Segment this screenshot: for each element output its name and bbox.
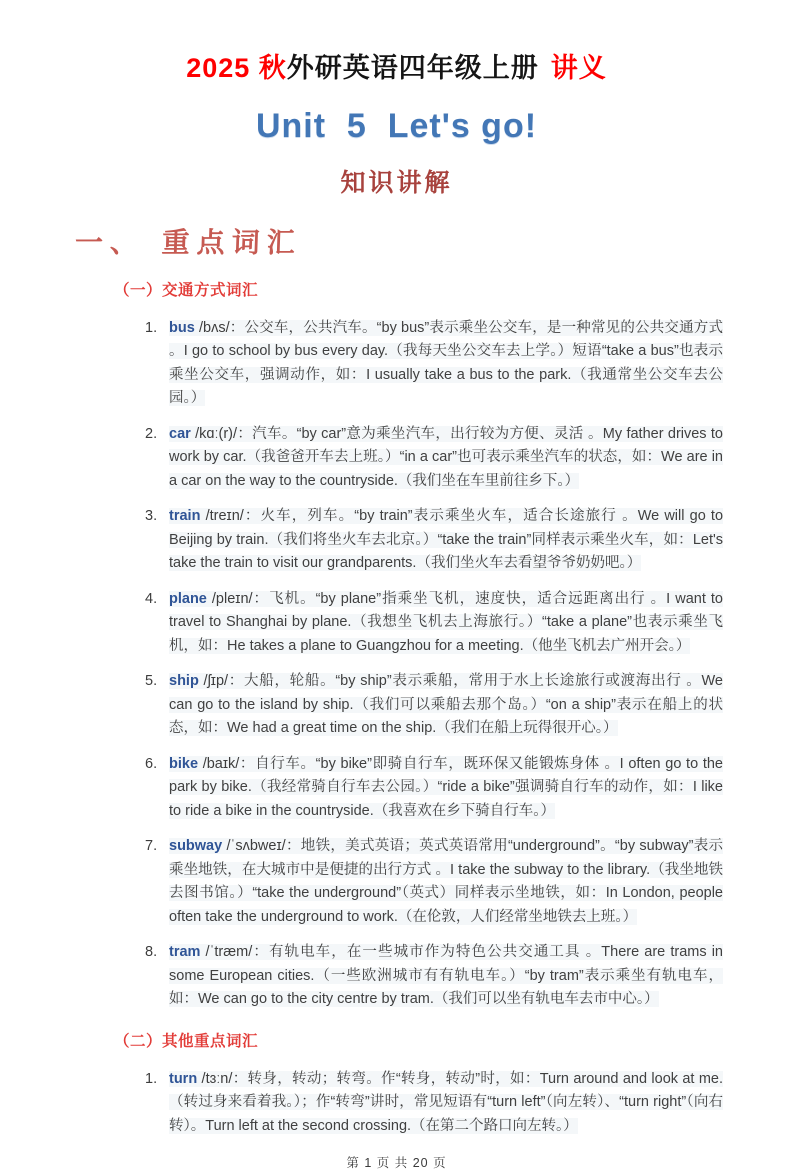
vocab-item-turn bbox=[145, 1068, 723, 1138]
vocab-phonetic: /ʃɪp/： bbox=[198, 673, 245, 690]
vocab-explanation: 地铁，美式英语；英式英语常用“underground”。“by subway”表示乘坐地铁，在大城市中是便捷的出行方式 。I take the subway to the library.（我坐地铁去图书馆。）“take the underground”（英式）同样表示坐地铁，如：In London, people often take the underground to work.（在伦敦，人们经常坐地铁去上班。） bbox=[169, 838, 723, 925]
item-number: 6. bbox=[145, 755, 158, 772]
item-number: 1. bbox=[145, 320, 158, 336]
section-heading-vocab: 一、 重点词汇 bbox=[74, 226, 303, 259]
vocab-word: plane bbox=[169, 590, 207, 607]
title-red-suffix: 讲义 bbox=[550, 53, 607, 83]
vocab-phonetic: /tɜːn/： bbox=[197, 1070, 248, 1087]
item-number: 4. bbox=[145, 590, 158, 607]
item-number: 2. bbox=[145, 425, 158, 442]
vocab-item-car bbox=[145, 423, 723, 493]
document-title bbox=[0, 46, 793, 85]
item-number: 5. bbox=[145, 673, 158, 690]
vocab-phonetic: /ˈsʌbweɪ/： bbox=[222, 838, 301, 855]
vocab-phonetic: /ˈtræm/： bbox=[200, 944, 269, 961]
vocab-phonetic: /kɑː(r)/： bbox=[190, 425, 253, 442]
vocab-item-plane bbox=[145, 588, 723, 658]
page-footer: 第 1 页 共 20 页 bbox=[346, 1156, 447, 1171]
vocab-explanation: 公交车，公共汽车。“by bus”表示乘坐公交车，是一种常见的公共交通方式 。I go to school by bus every day.（我每天坐公交车去上学。）短语“take a bus”也表示乘坐公交车，强调动作，如：I usually take a bus to the park.（我通常坐公交车去公园。） bbox=[169, 320, 723, 407]
title-red-prefix: 2025 秋 bbox=[186, 53, 287, 83]
vocab-explanation: 自行车。“by bike”即骑自行车，既环保又能锻炼身体 。I often go to the park by bike.（我经常骑自行车去公园。）“ride a bike”强调骑自行车的动作，如：I like to ride a bike in the countryside.（我喜欢在乡下骑自行车。） bbox=[169, 755, 723, 819]
unit-title: Unit 5 Let's go! bbox=[255, 107, 538, 145]
vocab-word: train bbox=[169, 508, 201, 525]
vocab-explanation: 飞机。“by plane”指乘坐飞机，速度快，适合远距离出行 。I want to travel to Shanghai by plane.（我想坐飞机去上海旅行。）“take a plane”也表示乘坐飞机，如：He takes a plane to Guangzhou for a meeting.（他坐飞机去广州开会。） bbox=[169, 590, 724, 654]
vocab-item-ship bbox=[145, 670, 723, 740]
vocab-phonetic: /baɪk/： bbox=[198, 755, 256, 772]
item-number: 8. bbox=[145, 944, 158, 961]
vocab-word: bus bbox=[169, 320, 195, 336]
vocab-word: ship bbox=[169, 673, 199, 690]
subsection-heading-transport: （一）交通方式词汇 bbox=[114, 282, 259, 299]
vocab-word: subway bbox=[169, 838, 223, 855]
vocab-word: car bbox=[169, 425, 191, 442]
vocab-phonetic: /treɪn/： bbox=[200, 508, 261, 525]
vocab-word: bike bbox=[169, 755, 199, 772]
vocab-explanation: 火车，列车。“by train”表示乘坐火车，适合长途旅行 。We will go to Beijing by train.（我们将坐火车去北京。）“take the train”同样表示乘坐火车，如：Let's take the train to visit our grandparents.（我们坐火车去看望爷爷奶奶吧。） bbox=[169, 508, 724, 572]
vocab-list-transport bbox=[145, 317, 723, 1012]
title-black-mid: 外研英语四年级上册 bbox=[286, 53, 539, 83]
item-number: 1. bbox=[145, 1070, 158, 1087]
vocab-explanation: 有轨电车，在一些城市作为特色公共交通工具 。There are trams in some European cities.（一些欧洲城市有有轨电车。）“by tram”表示乘坐有轨电车，如：We can go to the city centre by tram.（我们可以坐有轨电车去市中心。） bbox=[169, 944, 723, 1008]
vocab-phonetic: /pleɪn/： bbox=[206, 590, 270, 607]
vocab-item-train bbox=[145, 505, 723, 575]
vocab-explanation: 大船，轮船。“by ship”表示乘船，常用于水上长途旅行或渡海出行 。We can go to the island by ship.（我们可以乘船去那个岛。）“on a ship”表示在船上的状态，如：We had a great time on the ship.（我们在船上玩得很开心。） bbox=[169, 673, 723, 737]
knowledge-banner: 知识讲解 bbox=[340, 169, 453, 197]
item-number: 3. bbox=[145, 508, 158, 525]
vocab-item-subway bbox=[145, 835, 723, 929]
vocab-explanation: 转身，转动；转弯。作“转身，转动”时，如：Turn around and look at me.（转过身来看着我。）；作“转弯”讲时，常见短语有“turn left”（向左转）、“turn right”（向右转）。Turn left at the second crossing.（在第二个路口向左转。） bbox=[169, 1070, 723, 1134]
vocab-item-bike bbox=[145, 753, 723, 823]
item-number: 7. bbox=[145, 838, 158, 855]
subsection-heading-other: （二）其他重点词汇 bbox=[114, 1032, 259, 1050]
vocab-phonetic: /bʌs/： bbox=[194, 320, 245, 336]
vocab-explanation: 汽车。“by car”意为乘坐汽车，出行较为方便、灵活 。My father drives to work by car.（我爸爸开车去上班。）“in a car”也可表示乘坐汽车的状态，如：We are in a car on the way to the countryside.（我们坐在车里前往乡下。） bbox=[169, 425, 723, 489]
vocab-item-tram bbox=[145, 941, 723, 1011]
vocab-item-bus bbox=[145, 317, 723, 411]
document-page bbox=[0, 46, 793, 1171]
vocab-list-other bbox=[145, 1068, 723, 1138]
vocab-word: turn bbox=[169, 1070, 198, 1087]
vocab-word: tram bbox=[169, 944, 201, 961]
